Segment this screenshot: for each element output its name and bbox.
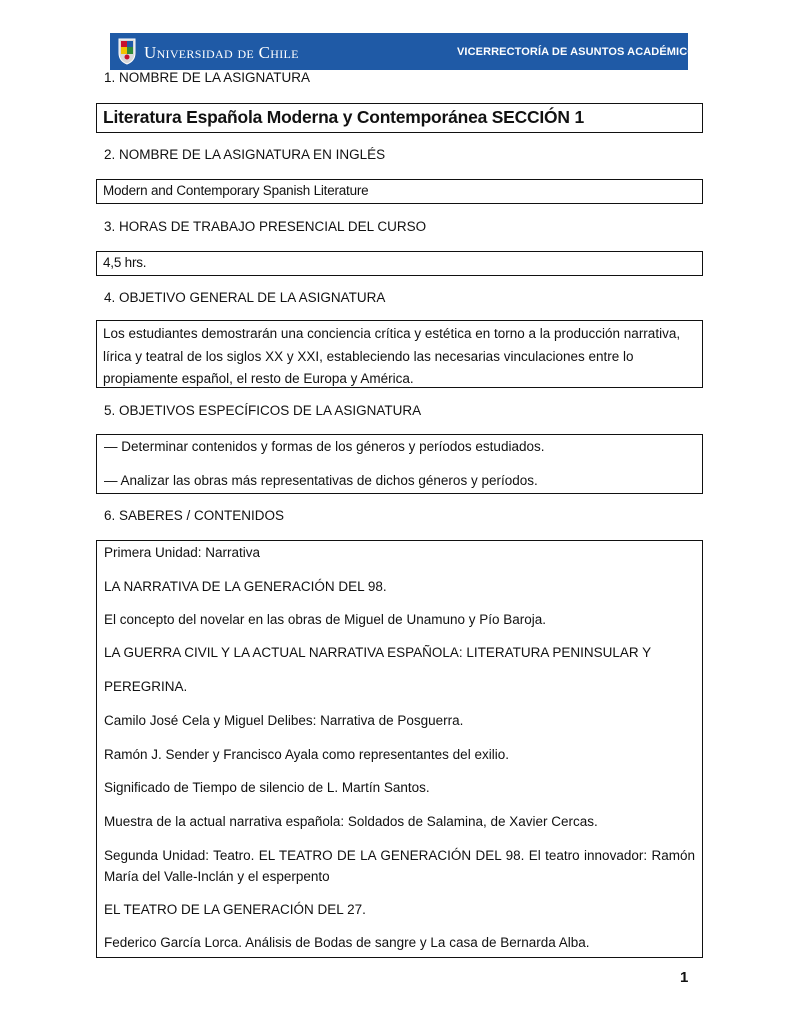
section-6-box — [96, 540, 703, 958]
content-line: Primera Unidad: Narrativa — [104, 545, 261, 560]
section-4-box — [96, 320, 703, 388]
course-name: Literatura Española Moderna y Contemporánea SECCIÓN 1 — [103, 107, 584, 127]
page-number: 1 — [680, 969, 689, 986]
specific-objective-item: — Analizar las obras más representativas de dichos géneros y períodos. — [104, 473, 538, 488]
section-3-label: 3. HORAS DE TRABAJO PRESENCIAL DEL CURSO — [104, 219, 427, 234]
content-line: Camilo José Cela y Miguel Delibes: Narrativa de Posguerra. — [104, 713, 464, 728]
section-1-label: 1. NOMBRE DE LA ASIGNATURA — [104, 70, 311, 85]
content-line: PEREGRINA. — [104, 679, 188, 694]
section-4-label: 4. OBJETIVO GENERAL DE LA ASIGNATURA — [104, 290, 386, 305]
university-name: Universidad de Chile — [144, 43, 299, 62]
course-hours: 4,5 hrs. — [103, 255, 147, 270]
content-line: Segunda Unidad: Teatro. EL TEATRO DE LA GENERACIÓN DEL 98. El teatro innovador: Ramón María del Valle-Inclán y el esperpento — [104, 848, 695, 884]
content-line: LA GUERRA CIVIL Y LA ACTUAL NARRATIVA ESPAÑOLA: LITERATURA PENINSULAR Y — [104, 645, 652, 660]
section-5-box — [96, 434, 703, 494]
header-banner — [110, 33, 704, 70]
content-line: Significado de Tiempo de silencio de L. Martín Santos. — [104, 780, 430, 795]
content-line: El concepto del novelar en las obras de Miguel de Unamuno y Pío Baroja. — [104, 612, 547, 627]
section-2-box — [96, 179, 703, 204]
general-objective-text: Los estudiantes demostrarán una conciencia crítica y estética en torno a la producción narrativa, lírica y teatral de los siglos XX y XXI, estableciendo las necesarias vinculaciones entre lo propiamente español, el resto de Europa y América. — [103, 326, 681, 386]
content-line: Ramón J. Sender y Francisco Ayala como representantes del exilio. — [104, 747, 509, 762]
section-3-box — [96, 251, 703, 276]
content-line: Federico García Lorca. Análisis de Bodas de sangre y La casa de Bernarda Alba. — [104, 935, 590, 950]
section-2-label: 2. NOMBRE DE LA ASIGNATURA EN INGLÉS — [104, 147, 386, 162]
university-crest-icon — [117, 37, 137, 65]
course-name-english: Modern and Contemporary Spanish Literature — [103, 183, 369, 198]
vicerrectoria-label: VICERRECTORÍA DE ASUNTOS ACADÉMICOS — [457, 46, 704, 58]
section-5-label: 5. OBJETIVOS ESPECÍFICOS DE LA ASIGNATURA — [104, 403, 422, 418]
content-line: Muestra de la actual narrativa española: Soldados de Salamina, de Xavier Cercas. — [104, 814, 598, 829]
specific-objective-item: — Determinar contenidos y formas de los géneros y períodos estudiados. — [104, 439, 545, 454]
content-line: LA NARRATIVA DE LA GENERACIÓN DEL 98. — [104, 579, 387, 594]
section-1-box — [96, 103, 703, 133]
section-6-label: 6. SABERES / CONTENIDOS — [104, 508, 285, 523]
content-line: EL TEATRO DE LA GENERACIÓN DEL 27. — [104, 902, 366, 917]
